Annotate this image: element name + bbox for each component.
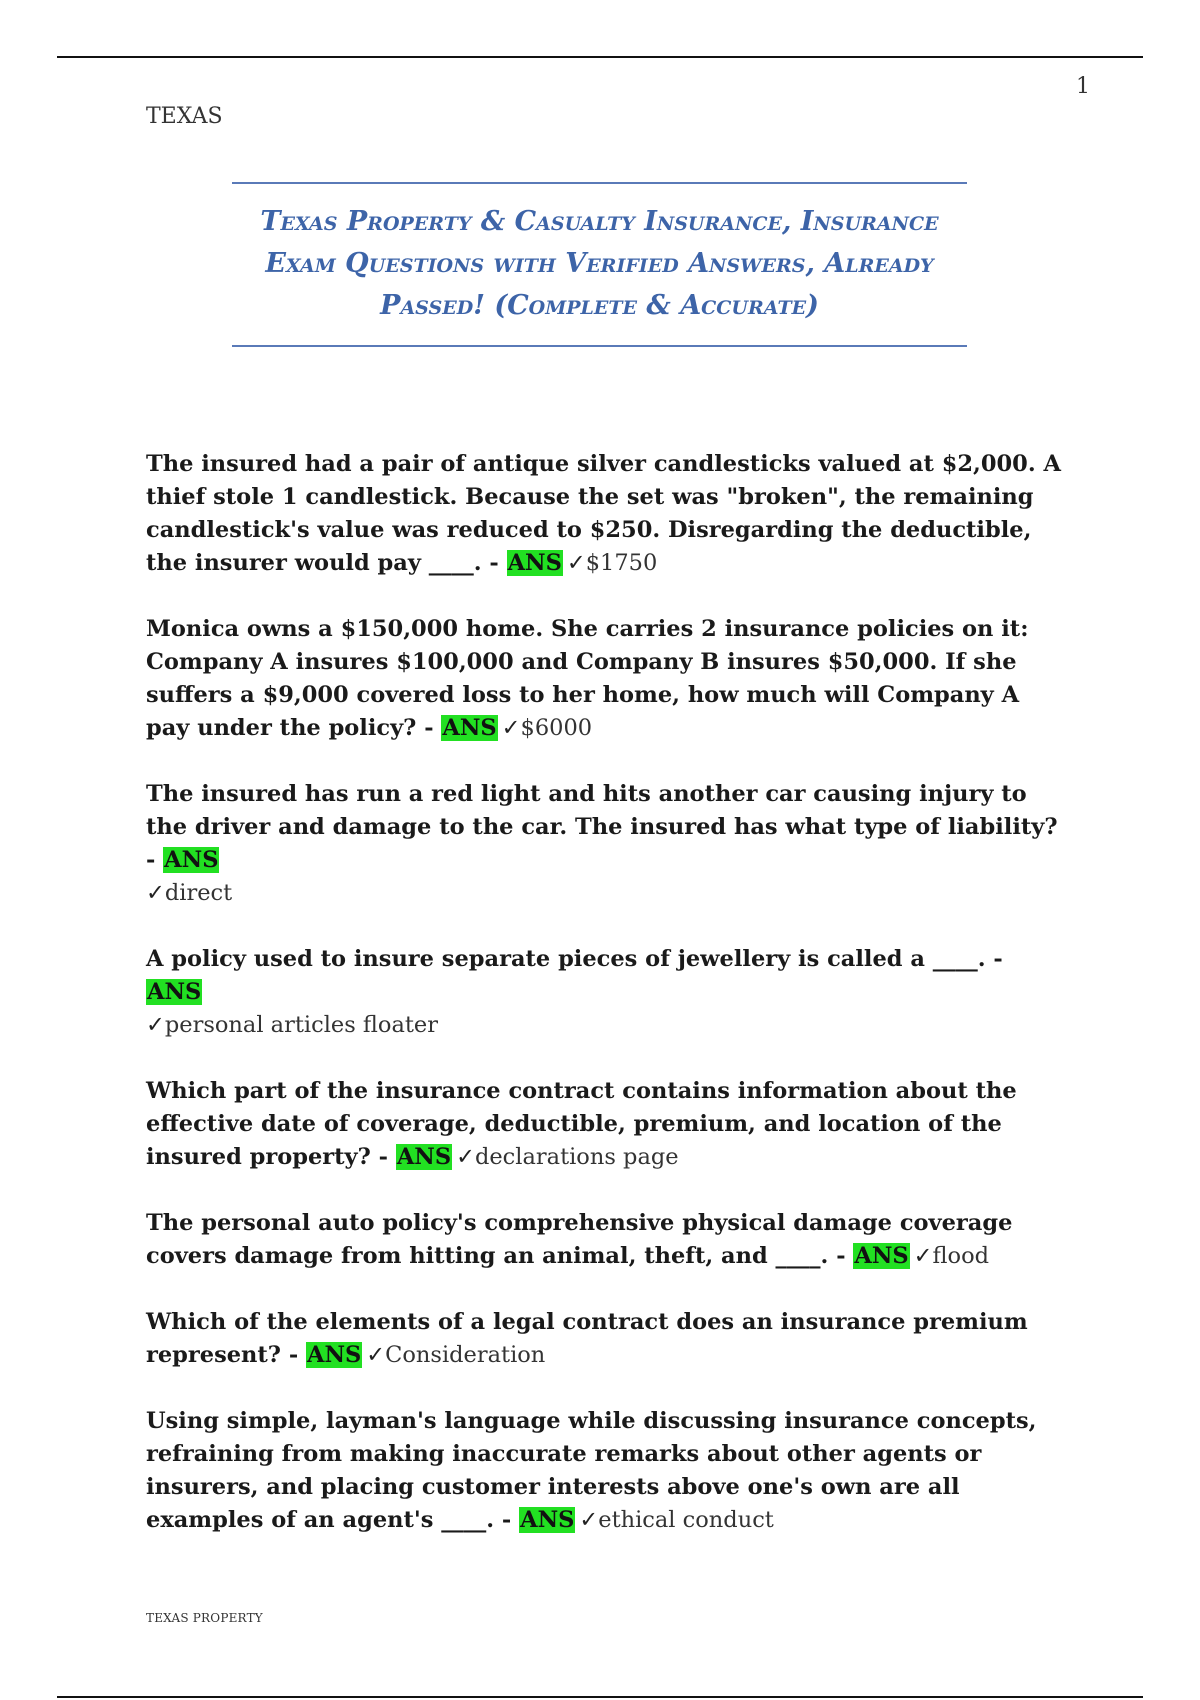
title-line: Passed! (Complete & Accurate) <box>380 290 819 321</box>
check-icon: ✓ <box>366 1342 386 1368</box>
check-icon: ✓ <box>146 880 165 906</box>
running-footer: TEXAS PROPERTY <box>146 1611 263 1625</box>
qa-item <box>146 778 1066 910</box>
question-text: A policy used to insure separate pieces of jewellery is called a ____. - <box>146 946 1003 972</box>
ans-label: ANS <box>164 847 219 873</box>
top-rule <box>57 56 1143 58</box>
running-header: TEXAS <box>146 104 223 129</box>
answer-text: $1750 <box>585 550 658 576</box>
bottom-rule <box>57 1696 1143 1698</box>
answer-text: direct <box>164 880 233 906</box>
ans-label: ANS <box>507 550 562 576</box>
document-title <box>232 182 967 347</box>
check-icon: ✓ <box>501 715 521 741</box>
title-line: Exam Questions with Verified Answers, Already <box>265 248 934 279</box>
answer-text: flood <box>932 1243 990 1269</box>
ans-label: ANS <box>442 715 497 741</box>
answer-text: $6000 <box>520 715 593 741</box>
qa-item <box>146 1306 1066 1372</box>
answer-text: Consideration <box>385 1342 546 1368</box>
qa-item <box>146 448 1066 580</box>
question-text: Which part of the insurance contract contains information about the effective date of coverage, deductible, premium, and location of the insured property? - <box>146 1078 1017 1170</box>
qa-item <box>146 613 1066 745</box>
ans-label: ANS <box>854 1243 909 1269</box>
question-text: The insured has run a red light and hits another car causing injury to the driver and damage to the car. The insured has what type of liability? - <box>146 781 1058 873</box>
qa-item <box>146 1405 1066 1537</box>
qa-item <box>146 943 1066 1042</box>
qa-item <box>146 1207 1066 1273</box>
check-icon: ✓ <box>913 1243 933 1269</box>
ans-label: ANS <box>307 1342 362 1368</box>
question-text: Using simple, layman's language while discussing insurance concepts, refraining from making inaccurate remarks about other agents or insurers, and placing customer interests above one's own are all examples of an agent's ____. - <box>146 1408 1037 1533</box>
answer-text: personal articles floater <box>164 1012 438 1038</box>
qa-list <box>146 448 1066 1570</box>
question-text: Which of the elements of a legal contract does an insurance premium represent? - <box>146 1309 1028 1368</box>
answer-text: declarations page <box>474 1144 679 1170</box>
check-icon: ✓ <box>579 1507 599 1533</box>
question-text: The insured had a pair of antique silver candlesticks valued at $2,000. A thief stole 1 candlestick. Because the set was "broken", the remaining candlestick's value was reduced to $250. Disregarding the deductible, the insurer would pay ____. - <box>146 451 1061 576</box>
ans-label: ANS <box>147 979 202 1005</box>
title-line: Texas Property & Casualty Insurance, Insurance <box>260 206 939 237</box>
question-text: Monica owns a $150,000 home. She carries 2 insurance policies on it: Company A insures $100,000 and Company B insures $50,000. If she suffers a $9,000 covered loss to her home, how much will Company A pay under the policy? - <box>146 616 1029 741</box>
answer-text: ethical conduct <box>598 1507 774 1533</box>
page-number: 1 <box>1076 74 1090 99</box>
ans-label: ANS <box>520 1507 575 1533</box>
question-text: The personal auto policy's comprehensive physical damage coverage covers damage from hitting an animal, theft, and ____. - <box>146 1210 1013 1269</box>
check-icon: ✓ <box>456 1144 475 1170</box>
check-icon: ✓ <box>146 1012 165 1038</box>
qa-item <box>146 1075 1066 1174</box>
ans-label: ANS <box>396 1144 452 1170</box>
check-icon: ✓ <box>566 550 586 576</box>
